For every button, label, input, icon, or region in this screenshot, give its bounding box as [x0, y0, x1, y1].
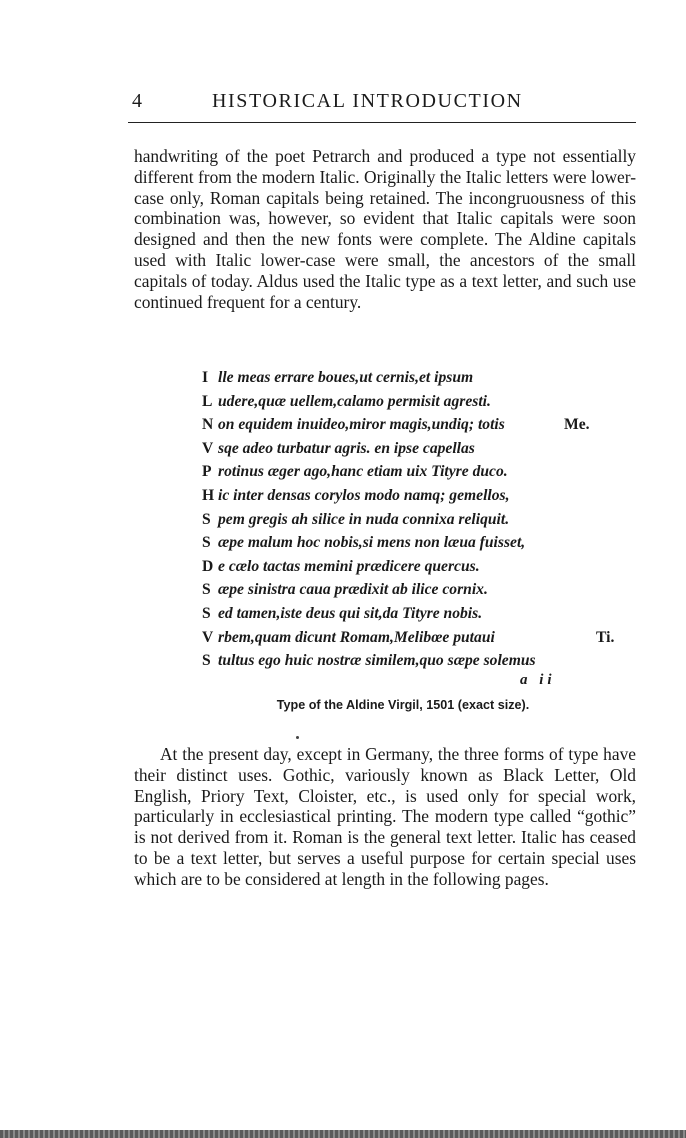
speaker-marker: Ti. [596, 628, 615, 646]
type-specimen [202, 366, 622, 673]
specimen-line: S ed tamen,iste deus qui sit,da Tityre nobis. [202, 604, 483, 622]
specimen-line: V rbem,quam dicunt Romam,Melibœe putaui Ti. [202, 626, 622, 650]
scan-edge [0, 1130, 686, 1138]
page-header [128, 86, 636, 120]
specimen-line: L udere,quæ uellem,calamo permisit agresti. [202, 392, 491, 410]
ink-speck [296, 736, 299, 739]
specimen-line: S tultus ego huic nostræ similem,quo sæpe solemus [202, 652, 536, 670]
speaker-marker: Me. [564, 416, 590, 434]
specimen-line: S æpe sinistra caua prædixit ab ilice cornix. [202, 581, 488, 599]
specimen-line: S æpe malum hoc nobis,si mens non læua fuisset, [202, 534, 526, 552]
signature-mark: a ii [520, 672, 556, 688]
paragraph-2: At the present day, except in Germany, the three forms of type have their distinct uses. Gothic, variously known as Black Letter, Old English, Priory Text, Cloister, etc., is used only for special work, particularly in ecclesiastical printing. The modern type called “gothic” is not derived from it. Roman is the general text letter. Italic has ceased to be a text letter, but serves a useful purpose for certain special uses which are to be considered at length in the following pages. [134, 744, 636, 889]
specimen-line: H ic inter densas corylos modo namq; gemellos, [202, 486, 510, 504]
specimen-caption: Type of the Aldine Virgil, 1501 (exact size). [276, 698, 530, 712]
paragraph-1: handwriting of the poet Petrarch and produced a type not essentially different from the modern Italic. Originally the Italic letters were lower-case only, Roman capitals being retained. The incongruousness of this combination was, however, so evident that Italic capitals were soon designed and then the new fonts were complete. The Aldine capitals used with Italic lower-case were small, the ancestors of the small capitals of today. Aldus used the Italic type as a text letter, and such use continued frequent for a century. [134, 146, 636, 312]
specimen-line: V sqe adeo turbatur agris. en ipse capellas [202, 439, 475, 457]
specimen-line: I lle meas errare boues,ut cernis,et ipsum [202, 369, 474, 386]
header-rule [128, 122, 636, 123]
specimen-line: N on equidem inuideo,miror magis,undiq; totis Me. [202, 413, 622, 437]
page-number: 4 [132, 90, 143, 112]
specimen-line: P rotinus æger ago,hanc etiam uix Tityre duco. [202, 463, 508, 481]
running-head: HISTORICAL INTRODUCTION [212, 90, 523, 112]
specimen-line: S pem gregis ah silice in nuda connixa reliquit. [202, 510, 510, 528]
specimen-line: D e cælo tactas memini prædicere quercus. [202, 557, 480, 575]
